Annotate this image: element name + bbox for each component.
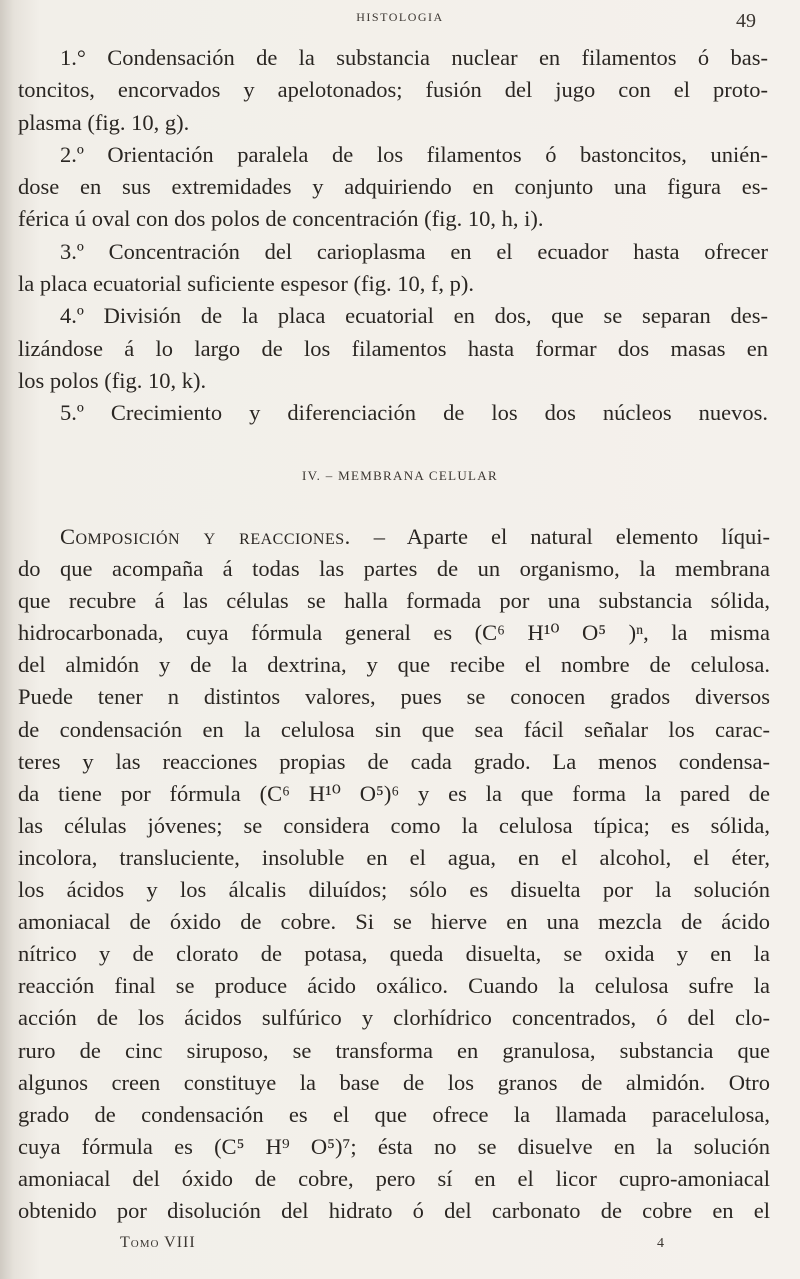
list-line: la placa ecuatorial suficiente espesor (fig. 10, f, p). bbox=[18, 271, 475, 297]
signature-mark: 4 bbox=[657, 1236, 664, 1251]
paragraph-line: hidrocarbonada, cuya fórmula general es (C⁶ H¹⁰ O⁵ )ⁿ, la misma bbox=[18, 620, 770, 646]
paragraph-line: Puede tener n distintos valores, pues se conocen grados diversos bbox=[18, 684, 770, 710]
paragraph-line: las células jóvenes; se considera como la celulosa típica; es sólida, bbox=[18, 812, 770, 838]
list-line: dose en sus extremidades y adquiriendo en conjunto una figura es- bbox=[18, 174, 768, 200]
list-line: lizándose á lo largo de los filamentos hasta formar dos masas en bbox=[18, 335, 768, 361]
numbered-list bbox=[18, 42, 768, 430]
paragraph-line: incolora, transluciente, insoluble en el agua, en el alcohol, el éter, bbox=[18, 844, 770, 870]
paragraph-line: cuya fórmula es (C⁵ H⁹ O⁵)⁷; ésta no se disuelve en la solución bbox=[18, 1133, 770, 1159]
paragraph-lead: Composición y reacciones. bbox=[60, 524, 351, 549]
volume-label: Tomo VIII bbox=[120, 1234, 196, 1251]
paragraph-line: do que acompaña á todas las partes de un organismo, la membrana bbox=[18, 556, 770, 582]
list-line: férica ú oval con dos polos de concentración (fig. 10, h, i). bbox=[18, 206, 544, 232]
paragraph-line: amoniacal de óxido de cobre. Si se hierve en una mezcla de ácido bbox=[18, 909, 770, 935]
page-number: 49 bbox=[736, 10, 756, 32]
paragraph-line: de condensación en la celulosa sin que sea fácil señalar los carac- bbox=[18, 716, 770, 742]
paragraph-line: que recubre á las células se halla formada por una substancia sólida, bbox=[18, 588, 770, 614]
paragraph-line-text: – Aparte el natural elemento líqui- bbox=[373, 524, 770, 549]
paragraph-line bbox=[18, 521, 770, 553]
section-title: IV. – MEMBRANA CELULAR bbox=[302, 468, 498, 483]
list-line: 3.º Concentración del carioplasma en el ecuador hasta ofrecer bbox=[60, 238, 768, 264]
paragraph-line: del almidón y de la dextrina, y que recibe el nombre de celulosa. bbox=[18, 652, 770, 678]
list-line: 5.º Crecimiento y diferenciación de los dos núcleos nuevos. bbox=[60, 400, 768, 426]
paragraph-line: los ácidos y los álcalis diluídos; sólo es disuelta por la solución bbox=[18, 877, 770, 903]
list-line: 1.° Condensación de la substancia nuclear en filamentos ó bas- bbox=[60, 45, 768, 70]
paragraph-line: nítrico y de clorato de potasa, queda disuelta, se oxida y en la bbox=[18, 941, 770, 967]
paragraph-line: acción de los ácidos sulfúrico y clorhídrico concentrados, ó del clo- bbox=[18, 1005, 770, 1031]
list-line: plasma (fig. 10, g). bbox=[18, 109, 190, 135]
paragraph-line: amoniacal del óxido de cobre, pero sí en el licor cupro-amoniacal bbox=[18, 1165, 770, 1191]
paragraph-line: teres y las reacciones propias de cada grado. La menos condensa- bbox=[18, 748, 770, 774]
paragraph-line: algunos creen constituye la base de los granos de almidón. Otro bbox=[18, 1069, 770, 1095]
list-line: los polos (fig. 10, k). bbox=[18, 367, 207, 393]
body-paragraph bbox=[18, 521, 770, 1227]
paragraph-line: ruro de cinc siruposo, se transforma en granulosa, substancia que bbox=[18, 1037, 770, 1063]
paragraph-line: reacción final se produce ácido oxálico. Cuando la celulosa sufre la bbox=[18, 973, 770, 999]
paragraph-line: obtenido por disolución del hidrato ó del carbonato de cobre en el bbox=[18, 1197, 770, 1223]
list-line: toncitos, encorvados y apelotonados; fusión del jugo con el proto- bbox=[18, 77, 768, 103]
paragraph-line: grado de condensación es el que ofrece la llamada paracelulosa, bbox=[18, 1101, 770, 1127]
list-line: 2.º Orientación paralela de los filamentos ó bastoncitos, unién- bbox=[60, 141, 768, 167]
running-head: HISTOLOGIA bbox=[356, 10, 444, 24]
list-line: 4.º División de la placa ecuatorial en dos, que se separan des- bbox=[60, 303, 768, 329]
paragraph-line: da tiene por fórmula (C⁶ H¹⁰ O⁵)⁶ y es la que forma la pared de bbox=[18, 780, 770, 806]
